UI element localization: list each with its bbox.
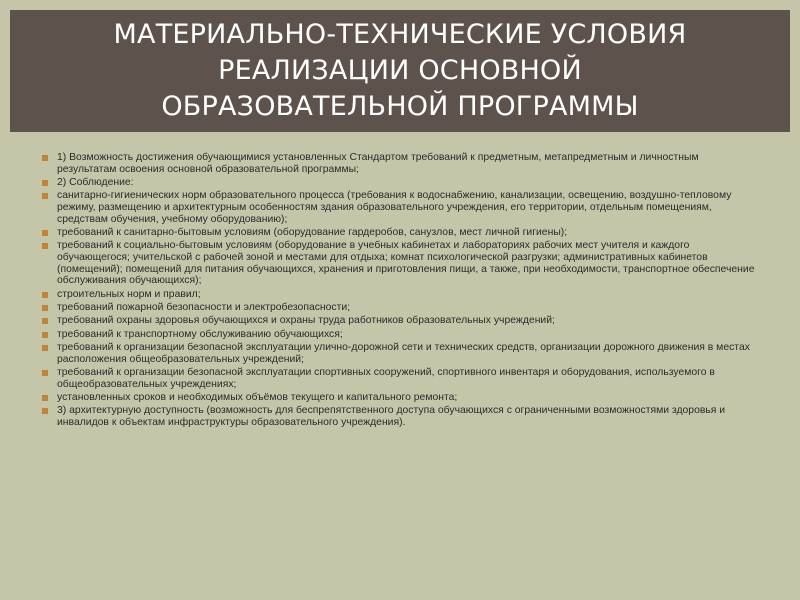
list-item bbox=[42, 302, 758, 314]
square-bullet-icon bbox=[42, 193, 48, 199]
slide-title-line-2: РЕАЛИЗАЦИИ ОСНОВНОЙ bbox=[218, 55, 582, 86]
list-item-text: требований к социально-бытовым условиям (оборудование в учебных кабинетах и лабораториях рабочих мест учителя и каждого обучающегося; учительской с рабочей зоной и местами для отдыха; комнат психологической разгрузки; административных кабинетов (помещений); помещений для питания обучающихся, хранения и приготовления пищи, а также, при необходимости, транспортное обеспечение обслуживания обучающихся); bbox=[57, 240, 755, 287]
square-bullet-icon bbox=[42, 243, 48, 249]
square-bullet-icon bbox=[42, 180, 48, 186]
list-item bbox=[42, 152, 758, 175]
list-item-text: 2) Соблюдение: bbox=[57, 177, 134, 188]
square-bullet-icon bbox=[42, 230, 48, 236]
square-bullet-icon bbox=[42, 408, 48, 414]
list-item-text: требований к организации безопасной эксплуатации улично-дорожной сети и технических средств, организации дорожного движения в местах расположения общеобразовательных учреждений; bbox=[57, 341, 750, 365]
square-bullet-icon bbox=[42, 345, 48, 351]
list-item-text: требований пожарной безопасности и электробезопасности; bbox=[57, 302, 351, 313]
slide-title-line-3: ОБРАЗОВАТЕЛЬНОЙ ПРОГРАММЫ bbox=[161, 91, 639, 122]
list-item bbox=[42, 240, 758, 287]
content-area bbox=[42, 152, 758, 582]
square-bullet-icon bbox=[42, 318, 48, 324]
list-item-text: установленных сроков и необходимых объёмов текущего и капитального ремонта; bbox=[57, 391, 458, 403]
square-bullet-icon bbox=[42, 332, 48, 338]
list-item bbox=[42, 342, 758, 365]
square-bullet-icon bbox=[42, 292, 48, 298]
list-item-text: 3) архитектурную доступность (возможность для беспрепятственного доступа обучающихся с ограниченными возможностями здоровья и инвалидов к объектам инфраструктуры образовательного учреждения). bbox=[57, 405, 726, 428]
list-item-text: требований к санитарно-бытовым условиям (оборудование гардеробов, санузлов, мест личной гигиены); bbox=[57, 227, 568, 238]
square-bullet-icon bbox=[42, 155, 48, 161]
list-item bbox=[42, 227, 758, 239]
list-item bbox=[42, 315, 758, 327]
title-bar bbox=[10, 10, 790, 132]
square-bullet-icon bbox=[42, 305, 48, 311]
square-bullet-icon bbox=[42, 370, 48, 376]
list-item bbox=[42, 177, 758, 189]
list-item bbox=[42, 367, 758, 390]
list-item bbox=[42, 190, 758, 225]
list-item-text: строительных норм и правил; bbox=[57, 288, 201, 300]
list-item bbox=[42, 405, 758, 428]
list-item-text: 1) Возможность достижения обучающимися установленных Стандартом требований к предметным, метапредметным и личностным результатам освоения основной образовательной программы; bbox=[57, 152, 699, 175]
slide-title-line-1: МАТЕРИАЛЬНО-ТЕХНИЧЕСКИЕ УСЛОВИЯ bbox=[113, 19, 687, 50]
list-item-text: требований к организации безопасной эксплуатации спортивных сооружений, спортивного инвентаря и оборудования, используемого в общеобразовательных учреждениях; bbox=[57, 366, 715, 390]
list-item-text: требований охраны здоровья обучающихся и охраны труда работников образовательных учреждений; bbox=[57, 315, 555, 327]
list-item bbox=[42, 392, 758, 404]
list-item-text: санитарно-гигиенических норм образовательного процесса (требования к водоснабжению, канализации, освещению, воздушно-тепловому режиму, размещению и архитектурным особенностям здания образовательного учреждения, его территории, отдельным помещениям, средствам обучения, учебному оборудованию); bbox=[57, 190, 732, 225]
bullet-list bbox=[42, 152, 758, 429]
list-item bbox=[42, 289, 758, 301]
square-bullet-icon bbox=[42, 395, 48, 401]
list-item-text: требований к транспортному обслуживанию обучающихся; bbox=[57, 328, 343, 340]
list-item bbox=[42, 329, 758, 341]
